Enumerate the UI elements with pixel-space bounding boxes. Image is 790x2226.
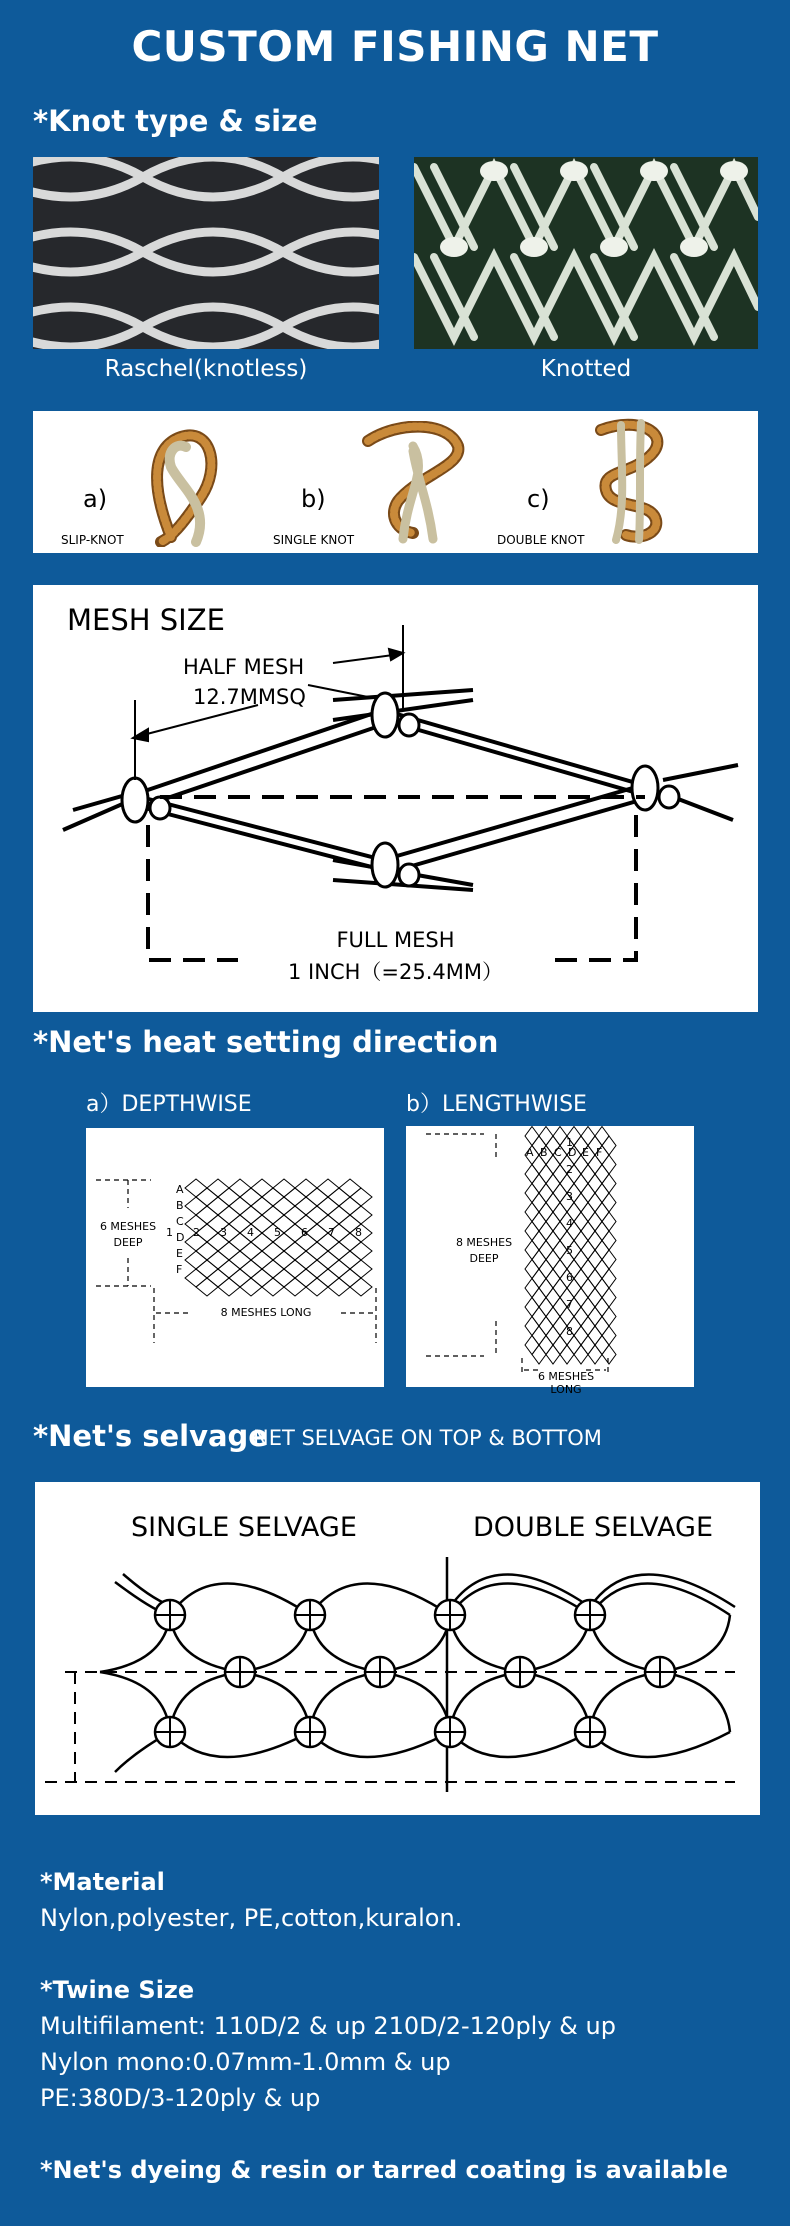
mesh-cell bbox=[339, 1197, 361, 1215]
grid-label: 2 bbox=[193, 1226, 200, 1239]
mesh-cell bbox=[328, 1188, 350, 1206]
mesh-cell bbox=[328, 1206, 350, 1224]
mesh-cell bbox=[595, 1279, 609, 1298]
depthwise-deep-label-2: DEEP bbox=[113, 1236, 143, 1249]
mesh-cell bbox=[339, 1179, 361, 1197]
twine-line: Multifilament: 110D/2 & up 210D/2-120ply & up bbox=[40, 2012, 616, 2040]
mesh-cell bbox=[581, 1127, 595, 1146]
mesh-cell bbox=[546, 1345, 560, 1364]
mesh-cell bbox=[574, 1193, 588, 1212]
single-knot-diagram bbox=[358, 421, 468, 546]
slip-knot-letter: a) bbox=[83, 485, 108, 513]
single-selvage-label: SINGLE SELVAGE bbox=[131, 1512, 357, 1543]
mesh-cell bbox=[539, 1165, 553, 1184]
mesh-cell bbox=[273, 1269, 295, 1287]
mesh-cell bbox=[581, 1336, 595, 1355]
mesh-cell bbox=[262, 1260, 284, 1278]
mesh-cell bbox=[207, 1197, 229, 1215]
mesh-cell bbox=[588, 1174, 602, 1193]
knotted-net-photo bbox=[414, 157, 758, 349]
grid-label: D bbox=[176, 1231, 185, 1244]
mesh-cell bbox=[588, 1231, 602, 1250]
mesh-cell bbox=[273, 1251, 295, 1269]
grid-label: 8 bbox=[566, 1325, 573, 1338]
mesh-cell bbox=[284, 1188, 306, 1206]
mesh-cell bbox=[602, 1193, 616, 1212]
mesh-cell bbox=[602, 1136, 616, 1155]
mesh-cell bbox=[350, 1242, 372, 1260]
mesh-cell bbox=[602, 1345, 616, 1364]
mesh-cell bbox=[574, 1326, 588, 1345]
lengthwise-deep-label-1: 8 MESHES bbox=[455, 1236, 513, 1249]
double-knot-diagram bbox=[581, 415, 681, 545]
mesh-cell bbox=[539, 1260, 553, 1279]
grid-label: 5 bbox=[274, 1226, 281, 1239]
mesh-cell bbox=[581, 1298, 595, 1317]
grid-label: 3 bbox=[220, 1226, 227, 1239]
depthwise-long-label: 8 MESHES LONG bbox=[220, 1306, 312, 1319]
mesh-cell bbox=[546, 1193, 560, 1212]
mesh-cell bbox=[546, 1174, 560, 1193]
grid-label: D bbox=[568, 1146, 577, 1159]
selvage-heading: *Net's selvage bbox=[33, 1419, 268, 1453]
mesh-cell bbox=[262, 1206, 284, 1224]
mesh-cell bbox=[240, 1188, 262, 1206]
mesh-cell bbox=[284, 1278, 306, 1296]
page-title: CUSTOM FISHING NET bbox=[131, 22, 659, 71]
mesh-cell bbox=[328, 1278, 350, 1296]
mesh-cell bbox=[595, 1298, 609, 1317]
mesh-cell bbox=[525, 1241, 539, 1260]
mesh-cell bbox=[532, 1174, 546, 1193]
grid-label: 4 bbox=[566, 1217, 573, 1230]
mesh-cell bbox=[273, 1179, 295, 1197]
mesh-cell bbox=[581, 1279, 595, 1298]
mesh-cell bbox=[546, 1269, 560, 1288]
mesh-size-diagram bbox=[33, 585, 758, 1012]
grid-label: C bbox=[554, 1146, 562, 1159]
mesh-cell bbox=[196, 1278, 218, 1296]
mesh-cell bbox=[532, 1269, 546, 1288]
mesh-cell bbox=[595, 1184, 609, 1203]
mesh-cell bbox=[546, 1326, 560, 1345]
mesh-cell bbox=[240, 1278, 262, 1296]
mesh-cell bbox=[595, 1165, 609, 1184]
mesh-cell bbox=[553, 1203, 567, 1222]
mesh-cell bbox=[546, 1231, 560, 1250]
mesh-cell bbox=[553, 1184, 567, 1203]
mesh-cell bbox=[560, 1345, 574, 1364]
mesh-cell bbox=[218, 1206, 240, 1224]
mesh-cell bbox=[317, 1197, 339, 1215]
mesh-cell bbox=[588, 1212, 602, 1231]
mesh-cell bbox=[196, 1206, 218, 1224]
mesh-cell bbox=[546, 1288, 560, 1307]
mesh-cell bbox=[539, 1279, 553, 1298]
grid-label: 6 bbox=[566, 1271, 573, 1284]
knotted-caption: Knotted bbox=[540, 356, 632, 382]
mesh-cell bbox=[588, 1193, 602, 1212]
single-knot-label: SINGLE KNOT bbox=[273, 533, 355, 547]
mesh-cell bbox=[525, 1336, 539, 1355]
mesh-cell bbox=[251, 1269, 273, 1287]
mesh-cell bbox=[240, 1260, 262, 1278]
mesh-cell bbox=[262, 1188, 284, 1206]
grid-label: C bbox=[176, 1215, 184, 1228]
mesh-cell bbox=[525, 1203, 539, 1222]
mesh-cell bbox=[595, 1336, 609, 1355]
mesh-cell bbox=[588, 1345, 602, 1364]
mesh-cell bbox=[553, 1298, 567, 1317]
mesh-cell bbox=[553, 1317, 567, 1336]
mesh-cell bbox=[546, 1212, 560, 1231]
grid-label: 6 bbox=[301, 1226, 308, 1239]
mesh-cell bbox=[306, 1224, 328, 1242]
mesh-cell bbox=[602, 1269, 616, 1288]
mesh-cell bbox=[229, 1251, 251, 1269]
mesh-cell bbox=[339, 1251, 361, 1269]
heat-setting-heading: *Net's heat setting direction bbox=[33, 1025, 499, 1059]
mesh-cell bbox=[588, 1326, 602, 1345]
mesh-cell bbox=[567, 1336, 581, 1355]
mesh-cell bbox=[539, 1336, 553, 1355]
grid-label: 7 bbox=[566, 1298, 573, 1311]
double-knot-letter: c) bbox=[527, 485, 550, 513]
mesh-cell bbox=[588, 1307, 602, 1326]
grid-label: E bbox=[176, 1247, 183, 1260]
mesh-cell bbox=[251, 1179, 273, 1197]
mesh-cell bbox=[539, 1222, 553, 1241]
mesh-cell bbox=[251, 1251, 273, 1269]
mesh-cell bbox=[574, 1231, 588, 1250]
mesh-cell bbox=[240, 1242, 262, 1260]
mesh-cell bbox=[350, 1206, 372, 1224]
mesh-cell bbox=[525, 1317, 539, 1336]
mesh-cell bbox=[350, 1260, 372, 1278]
mesh-cell bbox=[602, 1250, 616, 1269]
selvage-note: NET SELVAGE ON TOP & BOTTOM bbox=[253, 1426, 602, 1450]
mesh-cell bbox=[525, 1279, 539, 1298]
grid-label: F bbox=[176, 1263, 183, 1276]
mesh-cell bbox=[602, 1307, 616, 1326]
depthwise-label: a）DEPTHWISE bbox=[86, 1092, 252, 1117]
material-heading: *Material bbox=[40, 1868, 165, 1896]
mesh-cell bbox=[574, 1345, 588, 1364]
twine-line: PE:380D/3-120ply & up bbox=[40, 2084, 321, 2112]
mesh-cell bbox=[581, 1203, 595, 1222]
mesh-cell bbox=[532, 1231, 546, 1250]
mesh-cell bbox=[251, 1215, 273, 1233]
mesh-cell bbox=[532, 1288, 546, 1307]
mesh-cell bbox=[185, 1197, 207, 1215]
double-knot-label: DOUBLE KNOT bbox=[497, 533, 585, 547]
mesh-cell bbox=[532, 1250, 546, 1269]
grid-label: 3 bbox=[566, 1190, 573, 1203]
mesh-cell bbox=[595, 1260, 609, 1279]
grid-label: B bbox=[540, 1146, 548, 1159]
mesh-cell bbox=[317, 1179, 339, 1197]
mesh-cell bbox=[595, 1203, 609, 1222]
mesh-cell bbox=[553, 1222, 567, 1241]
mesh-cell bbox=[532, 1193, 546, 1212]
mesh-cell bbox=[588, 1288, 602, 1307]
mesh-cell bbox=[218, 1278, 240, 1296]
material-text: Nylon,polyester, PE,cotton,kuralon. bbox=[40, 1904, 463, 1932]
mesh-cell bbox=[553, 1241, 567, 1260]
mesh-cell bbox=[525, 1298, 539, 1317]
mesh-cell bbox=[546, 1307, 560, 1326]
mesh-cell bbox=[581, 1222, 595, 1241]
mesh-cell bbox=[539, 1298, 553, 1317]
mesh-cell bbox=[574, 1269, 588, 1288]
grid-label: 1 bbox=[566, 1136, 573, 1149]
mesh-cell bbox=[317, 1251, 339, 1269]
mesh-cell bbox=[185, 1179, 207, 1197]
mesh-cell bbox=[553, 1260, 567, 1279]
mesh-cell bbox=[273, 1197, 295, 1215]
mesh-cell bbox=[602, 1231, 616, 1250]
mesh-cell bbox=[229, 1269, 251, 1287]
mesh-cell bbox=[196, 1260, 218, 1278]
mesh-cell bbox=[229, 1197, 251, 1215]
knot-diagrams-panel bbox=[33, 411, 758, 553]
mesh-size-panel bbox=[33, 585, 758, 1012]
mesh-cell bbox=[539, 1203, 553, 1222]
mesh-cell bbox=[574, 1250, 588, 1269]
grid-label: 4 bbox=[247, 1226, 254, 1239]
grid-label: 5 bbox=[566, 1244, 573, 1257]
mesh-cell bbox=[574, 1307, 588, 1326]
mesh-cell bbox=[262, 1278, 284, 1296]
lengthwise-long-label: 6 MESHES LONG bbox=[537, 1370, 595, 1396]
grid-label: B bbox=[176, 1199, 184, 1212]
mesh-cell bbox=[306, 1278, 328, 1296]
mesh-cell bbox=[602, 1155, 616, 1174]
mesh-cell bbox=[574, 1288, 588, 1307]
grid-label: E bbox=[582, 1146, 589, 1159]
depthwise-deep-label-1: 6 MESHES bbox=[99, 1220, 157, 1233]
grid-label: F bbox=[596, 1146, 603, 1159]
mesh-cell bbox=[251, 1197, 273, 1215]
grid-label: A bbox=[526, 1146, 534, 1159]
mesh-cell bbox=[306, 1206, 328, 1224]
mesh-cell bbox=[574, 1174, 588, 1193]
mesh-cell bbox=[546, 1250, 560, 1269]
mesh-cell bbox=[602, 1326, 616, 1345]
twine-heading: *Twine Size bbox=[40, 1976, 195, 2004]
mesh-cell bbox=[595, 1127, 609, 1146]
mesh-cell bbox=[328, 1242, 350, 1260]
mesh-cell bbox=[539, 1127, 553, 1146]
selvage-panel bbox=[35, 1482, 760, 1815]
selvage-diagram bbox=[35, 1482, 760, 1815]
grid-label: 8 bbox=[355, 1226, 362, 1239]
grid-label: 2 bbox=[566, 1163, 573, 1176]
mesh-cell bbox=[251, 1233, 273, 1251]
mesh-cell bbox=[532, 1307, 546, 1326]
mesh-cell bbox=[339, 1269, 361, 1287]
depthwise-diagram bbox=[86, 1128, 384, 1387]
half-mesh-value: 12.7MMSQ bbox=[193, 685, 306, 709]
half-mesh-label: HALF MESH bbox=[183, 655, 305, 679]
mesh-cell bbox=[295, 1179, 317, 1197]
full-mesh-value: 1 INCH（=25.4MM） bbox=[288, 960, 503, 984]
mesh-cell bbox=[525, 1260, 539, 1279]
depthwise-panel bbox=[86, 1128, 384, 1387]
mesh-cell bbox=[328, 1260, 350, 1278]
mesh-cell bbox=[525, 1127, 539, 1146]
full-mesh-label: FULL MESH bbox=[336, 928, 455, 952]
mesh-cell bbox=[539, 1241, 553, 1260]
mesh-cell bbox=[229, 1179, 251, 1197]
mesh-cell bbox=[196, 1188, 218, 1206]
slip-knot-label: SLIP-KNOT bbox=[61, 533, 124, 547]
mesh-size-title: MESH SIZE bbox=[67, 603, 225, 637]
mesh-cell bbox=[532, 1212, 546, 1231]
raschel-knotless-photo bbox=[33, 157, 379, 349]
coating-note: *Net's dyeing & resin or tarred coating is available bbox=[40, 2156, 728, 2184]
mesh-cell bbox=[532, 1326, 546, 1345]
mesh-cell bbox=[185, 1251, 207, 1269]
mesh-cell bbox=[588, 1269, 602, 1288]
grid-label: A bbox=[176, 1183, 184, 1196]
mesh-cell bbox=[602, 1174, 616, 1193]
slip-knot-diagram bbox=[141, 427, 231, 547]
mesh-cell bbox=[284, 1242, 306, 1260]
mesh-cell bbox=[553, 1336, 567, 1355]
mesh-cell bbox=[295, 1251, 317, 1269]
mesh-cell bbox=[284, 1260, 306, 1278]
mesh-cell bbox=[595, 1241, 609, 1260]
mesh-cell bbox=[317, 1269, 339, 1287]
mesh-cell bbox=[581, 1260, 595, 1279]
knot-section-heading: *Knot type & size bbox=[33, 104, 318, 138]
mesh-cell bbox=[350, 1188, 372, 1206]
mesh-cell bbox=[350, 1278, 372, 1296]
mesh-cell bbox=[185, 1269, 207, 1287]
mesh-cell bbox=[595, 1222, 609, 1241]
mesh-cell bbox=[262, 1242, 284, 1260]
lengthwise-label: b）LENGTHWISE bbox=[406, 1092, 587, 1117]
grid-label: 1 bbox=[166, 1226, 173, 1239]
mesh-cell bbox=[218, 1260, 240, 1278]
mesh-cell bbox=[218, 1188, 240, 1206]
mesh-cell bbox=[581, 1184, 595, 1203]
mesh-cell bbox=[553, 1165, 567, 1184]
single-knot-letter: b) bbox=[301, 485, 326, 513]
mesh-cell bbox=[295, 1197, 317, 1215]
mesh-cell bbox=[581, 1241, 595, 1260]
mesh-cell bbox=[306, 1188, 328, 1206]
mesh-cell bbox=[295, 1269, 317, 1287]
mesh-cell bbox=[218, 1242, 240, 1260]
mesh-cell bbox=[553, 1279, 567, 1298]
mesh-cell bbox=[602, 1212, 616, 1231]
mesh-cell bbox=[196, 1242, 218, 1260]
mesh-cell bbox=[306, 1242, 328, 1260]
mesh-cell bbox=[553, 1127, 567, 1146]
mesh-cell bbox=[284, 1206, 306, 1224]
mesh-cell bbox=[240, 1206, 262, 1224]
grid-label: 7 bbox=[328, 1226, 335, 1239]
mesh-cell bbox=[539, 1184, 553, 1203]
knotless-caption: Raschel(knotless) bbox=[104, 356, 308, 382]
mesh-cell bbox=[602, 1288, 616, 1307]
lengthwise-panel bbox=[406, 1126, 694, 1396]
mesh-cell bbox=[306, 1260, 328, 1278]
mesh-cell bbox=[532, 1345, 546, 1364]
mesh-cell bbox=[595, 1317, 609, 1336]
mesh-cell bbox=[207, 1179, 229, 1197]
mesh-cell bbox=[525, 1165, 539, 1184]
mesh-cell bbox=[581, 1165, 595, 1184]
twine-line: Nylon mono:0.07mm-1.0mm & up bbox=[40, 2048, 451, 2076]
mesh-cell bbox=[581, 1317, 595, 1336]
lengthwise-deep-label-2: DEEP bbox=[469, 1252, 499, 1265]
mesh-cell bbox=[525, 1184, 539, 1203]
mesh-cell bbox=[525, 1222, 539, 1241]
mesh-cell bbox=[574, 1212, 588, 1231]
mesh-cell bbox=[207, 1251, 229, 1269]
mesh-cell bbox=[539, 1317, 553, 1336]
mesh-cell bbox=[207, 1269, 229, 1287]
double-selvage-label: DOUBLE SELVAGE bbox=[473, 1512, 714, 1543]
mesh-cell bbox=[588, 1250, 602, 1269]
